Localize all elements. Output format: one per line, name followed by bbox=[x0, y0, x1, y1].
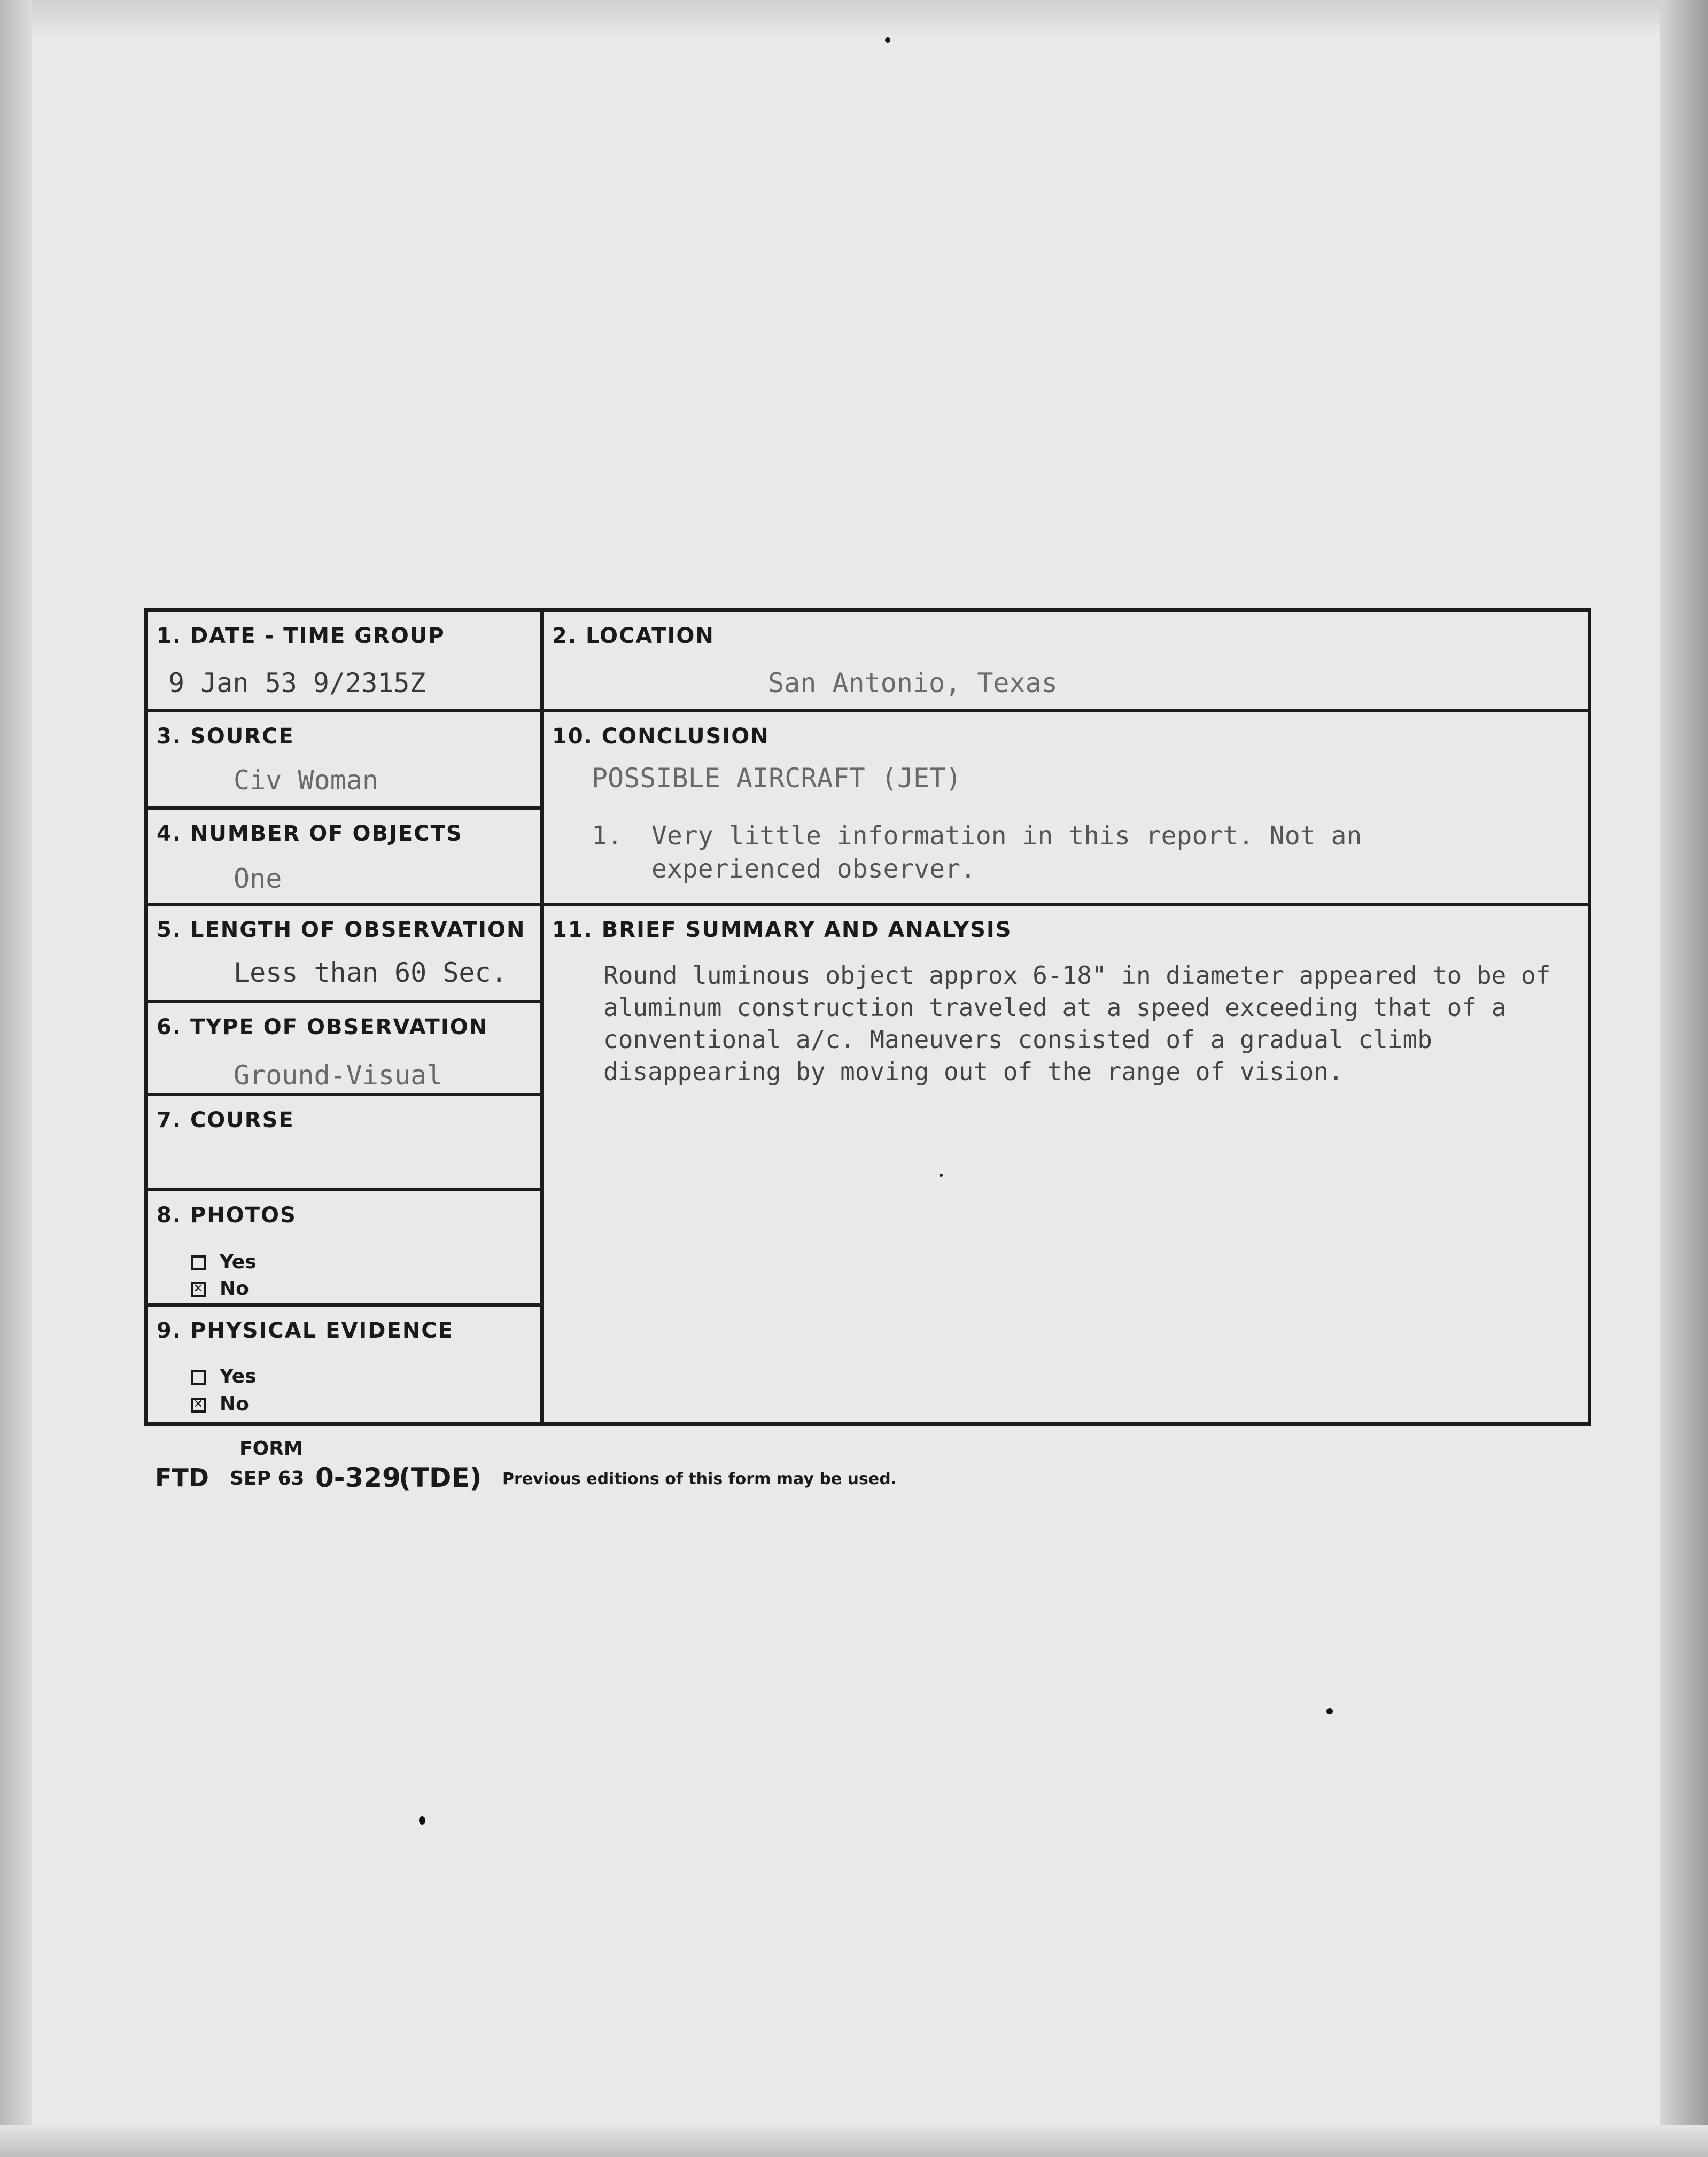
physical-evidence-no-option: ✕ No bbox=[191, 1393, 249, 1415]
number-of-objects-value: One bbox=[234, 863, 282, 894]
checkbox-empty-icon bbox=[191, 1370, 206, 1385]
form-left-column bbox=[148, 612, 544, 1422]
scan-edge-right bbox=[1660, 0, 1708, 2157]
field-type-of-observation bbox=[148, 1003, 540, 1096]
ftd-form-0-329 bbox=[144, 608, 1591, 1426]
conclusion-value: POSSIBLE AIRCRAFT (JET) bbox=[592, 763, 962, 794]
scan-speck bbox=[885, 37, 890, 43]
field-label: 7. COURSE bbox=[157, 1108, 294, 1132]
conclusion-item-number: 1. bbox=[592, 821, 623, 851]
field-label: 4. NUMBER OF OBJECTS bbox=[157, 821, 463, 846]
scan-edge-bottom bbox=[0, 2125, 1708, 2157]
field-label: 2. LOCATION bbox=[552, 624, 715, 648]
field-physical-evidence bbox=[148, 1307, 540, 1422]
type-of-observation-value: Ground-Visual bbox=[234, 1060, 443, 1091]
checkbox-marked-icon: ✕ bbox=[191, 1282, 206, 1297]
source-value: Civ Woman bbox=[234, 765, 378, 796]
footer-form-number: 0-329 bbox=[315, 1462, 401, 1493]
field-photos bbox=[148, 1191, 540, 1307]
scan-speck bbox=[1326, 1708, 1333, 1714]
field-label: 5. LENGTH OF OBSERVATION bbox=[157, 918, 526, 942]
field-course bbox=[148, 1096, 540, 1191]
field-source bbox=[148, 712, 540, 810]
checkbox-empty-icon bbox=[191, 1255, 206, 1270]
field-conclusion bbox=[544, 712, 1588, 906]
field-label: 6. TYPE OF OBSERVATION bbox=[157, 1015, 488, 1039]
summary-text: Round luminous object approx 6-18" in diameter appeared to be of aluminum construction traveled at a speed exceeding that of a conventional a/c. Maneuvers consisted of a gradual climb disappearing by moving out of the range of vision. bbox=[603, 961, 1551, 1086]
photos-no-option: ✕ No bbox=[191, 1278, 249, 1300]
scan-speck bbox=[419, 1816, 425, 1825]
photos-yes-option: Yes bbox=[191, 1251, 257, 1273]
field-label: 8. PHOTOS bbox=[157, 1203, 297, 1228]
field-location bbox=[544, 612, 1588, 712]
field-label: 9. PHYSICAL EVIDENCE bbox=[157, 1318, 454, 1343]
footer-form-word: FORM bbox=[239, 1438, 303, 1460]
scan-edge-top bbox=[0, 0, 1708, 37]
footer-tde: (TDE) bbox=[399, 1462, 482, 1493]
footer-note: Previous editions of this form may be used. bbox=[502, 1470, 897, 1488]
form-right-column bbox=[544, 612, 1588, 1422]
checkbox-marked-icon: ✕ bbox=[191, 1398, 206, 1413]
date-time-value: 9 Jan 53 9/2315Z bbox=[168, 668, 426, 699]
field-length-of-observation bbox=[148, 906, 540, 1003]
physical-evidence-yes-option: Yes bbox=[191, 1365, 257, 1387]
length-of-observation-value: Less than 60 Sec. bbox=[234, 957, 507, 988]
field-label: 10. CONCLUSION bbox=[552, 724, 770, 749]
conclusion-item-text: Very little information in this report. Not an experienced observer. bbox=[651, 821, 1362, 884]
field-number-of-objects bbox=[148, 810, 540, 906]
field-date-time-group bbox=[148, 612, 540, 712]
field-label: 3. SOURCE bbox=[157, 724, 294, 749]
location-value: San Antonio, Texas bbox=[768, 668, 1058, 699]
footer-ftd: FTD bbox=[155, 1463, 209, 1492]
field-label: 1. DATE - TIME GROUP bbox=[157, 624, 445, 648]
field-label: 11. BRIEF SUMMARY AND ANALYSIS bbox=[552, 918, 1012, 942]
footer-date: SEP 63 bbox=[230, 1468, 305, 1489]
scan-edge-left bbox=[0, 0, 32, 2157]
field-brief-summary bbox=[544, 906, 1588, 1422]
